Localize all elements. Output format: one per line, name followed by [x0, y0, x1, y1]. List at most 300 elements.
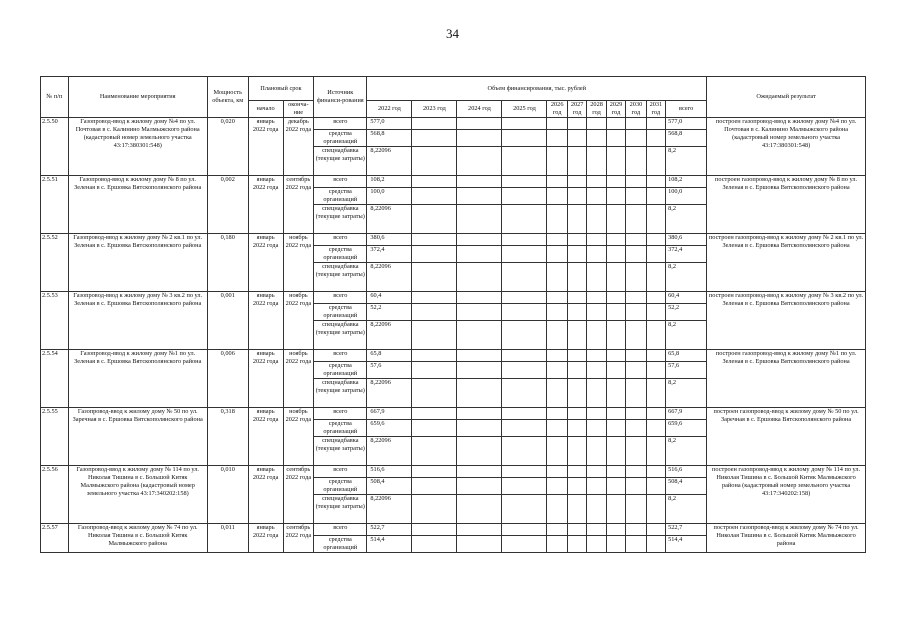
- source-label: спецнадбавка (текущие затраты): [314, 147, 367, 176]
- amount-empty: [547, 263, 567, 292]
- amount-2022: 380,6: [367, 234, 412, 246]
- amount-empty: [567, 118, 586, 130]
- amount-empty: [646, 478, 665, 495]
- row-number: 2.5.54: [41, 350, 69, 408]
- amount-empty: [502, 130, 547, 147]
- amount-empty: [412, 478, 457, 495]
- amount-2022: 8,22096: [367, 321, 412, 350]
- amount-empty: [457, 420, 502, 437]
- source-label: спецнадбавка (текущие затраты): [314, 437, 367, 466]
- amount-empty: [457, 176, 502, 188]
- amount-empty: [646, 466, 665, 478]
- amount-total: 659,6: [666, 420, 707, 437]
- amount-empty: [646, 420, 665, 437]
- amount-empty: [606, 292, 625, 304]
- amount-empty: [587, 205, 606, 234]
- row-capacity: 0,010: [207, 466, 248, 524]
- source-label: спецнадбавка (текущие затраты): [314, 379, 367, 408]
- amount-2022: 8,22096: [367, 263, 412, 292]
- amount-empty: [412, 321, 457, 350]
- source-label: всего: [314, 118, 367, 130]
- source-label: средства организаций: [314, 188, 367, 205]
- amount-empty: [457, 188, 502, 205]
- header-term: Плановый срок: [248, 77, 313, 101]
- amount-empty: [412, 263, 457, 292]
- source-label: всего: [314, 292, 367, 304]
- amount-empty: [626, 246, 646, 263]
- amount-empty: [502, 350, 547, 362]
- source-label: всего: [314, 408, 367, 420]
- amount-empty: [457, 118, 502, 130]
- amount-empty: [547, 304, 567, 321]
- amount-empty: [412, 408, 457, 420]
- row-number: 2.5.50: [41, 118, 69, 176]
- amount-empty: [626, 437, 646, 466]
- source-label: средства организаций: [314, 362, 367, 379]
- amount-empty: [626, 408, 646, 420]
- amount-empty: [606, 304, 625, 321]
- amount-empty: [646, 408, 665, 420]
- amount-empty: [587, 304, 606, 321]
- amount-empty: [502, 188, 547, 205]
- row-capacity: 0,006: [207, 350, 248, 408]
- amount-total: 516,6: [666, 466, 707, 478]
- amount-empty: [547, 350, 567, 362]
- row-capacity: 0,001: [207, 292, 248, 350]
- amount-2022: 65,8: [367, 350, 412, 362]
- header-no: № п/п: [41, 77, 69, 118]
- amount-total: 8,2: [666, 147, 707, 176]
- row-result: построен газопровод-ввод к жилому дому № 8 по ул. Зеленая в с. Ершовка Вятскополянского района: [707, 176, 866, 234]
- amount-empty: [626, 263, 646, 292]
- amount-empty: [412, 147, 457, 176]
- row-end: ноябрь 2022 года: [283, 234, 314, 292]
- source-label: всего: [314, 234, 367, 246]
- amount-empty: [606, 478, 625, 495]
- amount-empty: [547, 130, 567, 147]
- amount-empty: [606, 420, 625, 437]
- header-result: Ожидаемый результат: [707, 77, 866, 118]
- amount-empty: [412, 420, 457, 437]
- amount-empty: [606, 536, 625, 553]
- amount-empty: [457, 292, 502, 304]
- amount-empty: [502, 536, 547, 553]
- amount-empty: [626, 321, 646, 350]
- header-year: 2023 год: [412, 101, 457, 118]
- row-result: построен газопровод-ввод к жилому дому №1 по ул. Зеленая в с. Ершовка Вятскополянского района: [707, 350, 866, 408]
- amount-total: 8,2: [666, 379, 707, 408]
- amount-empty: [646, 536, 665, 553]
- header-term-start: начало: [248, 101, 283, 118]
- amount-2022: 108,2: [367, 176, 412, 188]
- amount-2022: 100,0: [367, 188, 412, 205]
- amount-empty: [587, 263, 606, 292]
- amount-empty: [587, 147, 606, 176]
- source-label: всего: [314, 524, 367, 536]
- amount-empty: [502, 437, 547, 466]
- amount-empty: [606, 379, 625, 408]
- amount-total: 8,2: [666, 321, 707, 350]
- amount-empty: [587, 362, 606, 379]
- amount-empty: [547, 420, 567, 437]
- row-result: построен газопровод-ввод к жилому дому № 50 по ул. Заречная в с. Ершовка Вятскополянского района: [707, 408, 866, 466]
- row-result: построен газопровод-ввод к жилому дому №4 по ул. Почтовая в с. Калинино Малмыжского района (кадастровый номер земельного участка 43:17:380301:548): [707, 118, 866, 176]
- amount-empty: [626, 118, 646, 130]
- amount-empty: [457, 147, 502, 176]
- amount-empty: [567, 478, 586, 495]
- amount-empty: [567, 234, 586, 246]
- row-start: январь 2022 года: [248, 524, 283, 553]
- amount-empty: [567, 263, 586, 292]
- amount-empty: [567, 350, 586, 362]
- amount-2022: 57,6: [367, 362, 412, 379]
- amount-empty: [646, 495, 665, 524]
- header-year: 2022 год: [367, 101, 412, 118]
- header-year: 2027 год: [567, 101, 586, 118]
- amount-empty: [412, 118, 457, 130]
- row-number: 2.5.51: [41, 176, 69, 234]
- amount-empty: [502, 292, 547, 304]
- header-year: 2026 год: [547, 101, 567, 118]
- amount-2022: 8,22096: [367, 495, 412, 524]
- amount-empty: [547, 536, 567, 553]
- table-row: [41, 176, 866, 188]
- header-term-end: оконча-ние: [283, 101, 314, 118]
- amount-empty: [412, 362, 457, 379]
- row-capacity: 0,318: [207, 408, 248, 466]
- row-name: Газопровод-ввод к жилому дому № 8 по ул. Зеленая в с. Ершовка Вятскополянского района: [68, 176, 207, 234]
- amount-empty: [646, 147, 665, 176]
- amount-empty: [587, 420, 606, 437]
- table-row: [41, 234, 866, 246]
- amount-empty: [646, 292, 665, 304]
- amount-empty: [626, 495, 646, 524]
- amount-empty: [547, 437, 567, 466]
- amount-empty: [502, 304, 547, 321]
- amount-empty: [547, 379, 567, 408]
- amount-empty: [457, 437, 502, 466]
- row-name: Газопровод-ввод к жилому дому № 114 по ул. Николая Тишина в с. Большой Китяк Малмыжского района (кадастровый номер земельного участка 43:17:340202:158): [68, 466, 207, 524]
- amount-empty: [626, 466, 646, 478]
- amount-total: 508,4: [666, 478, 707, 495]
- amount-empty: [606, 130, 625, 147]
- amount-empty: [412, 379, 457, 408]
- amount-empty: [457, 478, 502, 495]
- row-number: 2.5.55: [41, 408, 69, 466]
- amount-empty: [567, 292, 586, 304]
- amount-total: 8,2: [666, 205, 707, 234]
- source-label: спецнадбавка (текущие затраты): [314, 205, 367, 234]
- source-label: всего: [314, 466, 367, 478]
- amount-2022: 514,4: [367, 536, 412, 553]
- row-name: Газопровод-ввод к жилому дому №4 по ул. Почтовая в с. Калинино Малмыжского района (кадастровый номер земельного участка 43:17:380301:548): [68, 118, 207, 176]
- amount-empty: [587, 130, 606, 147]
- source-label: спецнадбавка (текущие затраты): [314, 321, 367, 350]
- header-year: 2025 год: [502, 101, 547, 118]
- amount-empty: [606, 246, 625, 263]
- row-number: 2.5.53: [41, 292, 69, 350]
- amount-empty: [412, 350, 457, 362]
- amount-empty: [587, 246, 606, 263]
- amount-empty: [606, 350, 625, 362]
- amount-empty: [646, 130, 665, 147]
- amount-empty: [502, 234, 547, 246]
- amount-empty: [587, 524, 606, 536]
- amount-empty: [567, 408, 586, 420]
- amount-empty: [412, 536, 457, 553]
- amount-empty: [567, 362, 586, 379]
- amount-empty: [412, 524, 457, 536]
- row-result: построен газопровод-ввод к жилому дому № 2 кв.1 по ул. Зеленая в с. Ершовка Вятскополянского района: [707, 234, 866, 292]
- row-capacity: 0,011: [207, 524, 248, 553]
- amount-empty: [646, 437, 665, 466]
- row-name: Газопровод-ввод к жилому дому № 74 по ул. Николая Тишина в с. Большой Китяк Малмыжского района: [68, 524, 207, 553]
- row-capacity: 0,180: [207, 234, 248, 292]
- amount-total: 60,4: [666, 292, 707, 304]
- amount-2022: 8,22096: [367, 147, 412, 176]
- amount-empty: [587, 536, 606, 553]
- amount-empty: [412, 188, 457, 205]
- amount-empty: [502, 246, 547, 263]
- amount-empty: [567, 437, 586, 466]
- amount-empty: [547, 246, 567, 263]
- row-end: сентябрь 2022 года: [283, 176, 314, 234]
- amount-2022: 577,0: [367, 118, 412, 130]
- amount-empty: [457, 130, 502, 147]
- row-end: ноябрь 2022 года: [283, 350, 314, 408]
- amount-empty: [606, 263, 625, 292]
- page-number: 34: [446, 26, 459, 41]
- amount-empty: [646, 379, 665, 408]
- amount-empty: [587, 118, 606, 130]
- amount-total: 57,6: [666, 362, 707, 379]
- amount-empty: [587, 379, 606, 408]
- amount-empty: [502, 321, 547, 350]
- amount-empty: [626, 420, 646, 437]
- amount-empty: [567, 321, 586, 350]
- amount-empty: [457, 524, 502, 536]
- amount-empty: [606, 466, 625, 478]
- amount-total: 372,4: [666, 246, 707, 263]
- amount-total: 568,8: [666, 130, 707, 147]
- amount-empty: [626, 234, 646, 246]
- row-end: ноябрь 2022 года: [283, 292, 314, 350]
- amount-2022: 8,22096: [367, 205, 412, 234]
- amount-empty: [547, 176, 567, 188]
- amount-empty: [457, 536, 502, 553]
- amount-empty: [547, 466, 567, 478]
- amount-empty: [412, 205, 457, 234]
- amount-empty: [626, 130, 646, 147]
- amount-empty: [547, 362, 567, 379]
- amount-empty: [547, 408, 567, 420]
- amount-total: 108,2: [666, 176, 707, 188]
- amount-empty: [502, 495, 547, 524]
- table-row: [41, 292, 866, 304]
- amount-empty: [606, 321, 625, 350]
- amount-empty: [412, 304, 457, 321]
- table-row: [41, 350, 866, 362]
- amount-empty: [606, 118, 625, 130]
- amount-empty: [646, 321, 665, 350]
- amount-empty: [626, 379, 646, 408]
- amount-empty: [606, 188, 625, 205]
- amount-empty: [587, 234, 606, 246]
- amount-empty: [502, 205, 547, 234]
- amount-empty: [567, 495, 586, 524]
- amount-empty: [567, 466, 586, 478]
- amount-empty: [646, 304, 665, 321]
- amount-empty: [547, 188, 567, 205]
- amount-empty: [412, 495, 457, 524]
- amount-empty: [626, 350, 646, 362]
- header-volume: Объем финансирования, тыс. рублей: [367, 77, 707, 101]
- header-total: всего: [666, 101, 707, 118]
- amount-empty: [547, 495, 567, 524]
- amount-empty: [626, 205, 646, 234]
- amount-empty: [626, 176, 646, 188]
- table-row: [41, 524, 866, 536]
- table-row: [41, 408, 866, 420]
- source-label: всего: [314, 176, 367, 188]
- amount-empty: [412, 466, 457, 478]
- row-end: декабрь 2022 года: [283, 118, 314, 176]
- amount-empty: [457, 263, 502, 292]
- amount-empty: [547, 292, 567, 304]
- source-label: всего: [314, 350, 367, 362]
- amount-empty: [646, 350, 665, 362]
- amount-total: 100,0: [666, 188, 707, 205]
- amount-empty: [547, 118, 567, 130]
- amount-empty: [646, 246, 665, 263]
- amount-empty: [502, 362, 547, 379]
- amount-empty: [626, 147, 646, 176]
- row-number: 2.5.57: [41, 524, 69, 553]
- source-label: средства организаций: [314, 420, 367, 437]
- amount-empty: [587, 176, 606, 188]
- row-name: Газопровод-ввод к жилому дому № 2 кв.1 по ул. Зеленая в с. Ершовка Вятскополянского района: [68, 234, 207, 292]
- amount-empty: [502, 420, 547, 437]
- row-number: 2.5.56: [41, 466, 69, 524]
- amount-empty: [606, 362, 625, 379]
- amount-2022: 52,2: [367, 304, 412, 321]
- source-label: средства организаций: [314, 304, 367, 321]
- amount-total: 522,7: [666, 524, 707, 536]
- amount-empty: [457, 205, 502, 234]
- amount-empty: [502, 118, 547, 130]
- amount-empty: [587, 437, 606, 466]
- row-name: Газопровод-ввод к жилому дому № 50 по ул. Заречная в с. Ершовка Вятскополянского района: [68, 408, 207, 466]
- amount-total: 8,2: [666, 263, 707, 292]
- amount-empty: [567, 420, 586, 437]
- amount-empty: [502, 466, 547, 478]
- amount-empty: [606, 495, 625, 524]
- amount-empty: [502, 478, 547, 495]
- amount-2022: 516,6: [367, 466, 412, 478]
- header-year: 2028 год: [587, 101, 606, 118]
- amount-empty: [587, 350, 606, 362]
- amount-empty: [646, 263, 665, 292]
- amount-empty: [412, 292, 457, 304]
- amount-empty: [502, 176, 547, 188]
- amount-empty: [606, 147, 625, 176]
- amount-empty: [412, 130, 457, 147]
- table-body: [41, 118, 866, 553]
- amount-empty: [457, 321, 502, 350]
- financing-table: [40, 76, 866, 553]
- amount-empty: [567, 130, 586, 147]
- amount-2022: 659,6: [367, 420, 412, 437]
- amount-empty: [502, 408, 547, 420]
- amount-empty: [626, 304, 646, 321]
- amount-empty: [646, 176, 665, 188]
- source-label: спецнадбавка (текущие затраты): [314, 495, 367, 524]
- amount-empty: [547, 321, 567, 350]
- source-label: средства организаций: [314, 130, 367, 147]
- amount-empty: [606, 176, 625, 188]
- row-name: Газопровод-ввод к жилому дому №1 по ул. Зеленая в с. Ершовка Вятскополянского района: [68, 350, 207, 408]
- amount-empty: [457, 379, 502, 408]
- amount-empty: [626, 188, 646, 205]
- header-capacity: Мощность объекта, км: [207, 77, 248, 118]
- amount-empty: [646, 188, 665, 205]
- amount-empty: [587, 466, 606, 478]
- amount-empty: [567, 176, 586, 188]
- header-year: 2029 год: [606, 101, 625, 118]
- amount-empty: [567, 524, 586, 536]
- amount-empty: [457, 408, 502, 420]
- source-label: средства организаций: [314, 246, 367, 263]
- amount-empty: [626, 478, 646, 495]
- amount-2022: 372,4: [367, 246, 412, 263]
- amount-empty: [587, 478, 606, 495]
- amount-total: 65,8: [666, 350, 707, 362]
- amount-2022: 508,4: [367, 478, 412, 495]
- amount-empty: [587, 495, 606, 524]
- header-name: Наименование мероприятия: [68, 77, 207, 118]
- amount-2022: 8,22096: [367, 379, 412, 408]
- amount-total: 8,2: [666, 495, 707, 524]
- amount-empty: [457, 362, 502, 379]
- amount-empty: [547, 478, 567, 495]
- amount-empty: [567, 147, 586, 176]
- amount-empty: [502, 524, 547, 536]
- row-number: 2.5.52: [41, 234, 69, 292]
- amount-total: 577,0: [666, 118, 707, 130]
- row-capacity: 0,002: [207, 176, 248, 234]
- amount-empty: [626, 362, 646, 379]
- header-year: 2031 год: [646, 101, 665, 118]
- amount-empty: [567, 379, 586, 408]
- row-start: январь 2022 года: [248, 350, 283, 408]
- row-result: построен газопровод-ввод к жилому дому № 74 по ул. Николая Тишина в с. Большой Китяк Малмыжского района: [707, 524, 866, 553]
- amount-empty: [587, 408, 606, 420]
- row-result: построен газопровод-ввод к жилому дому № 3 кв.2 по ул. Зеленая в с. Ершовка Вятскополянского района: [707, 292, 866, 350]
- row-start: январь 2022 года: [248, 292, 283, 350]
- source-label: спецнадбавка (текущие затраты): [314, 263, 367, 292]
- row-end: ноябрь 2022 года: [283, 408, 314, 466]
- amount-empty: [567, 246, 586, 263]
- amount-empty: [457, 350, 502, 362]
- amount-empty: [412, 437, 457, 466]
- row-name: Газопровод-ввод к жилому дому № 3 кв.2 по ул. Зеленая в с. Ершовка Вятскополянского района: [68, 292, 207, 350]
- row-end: сентябрь 2022 года: [283, 524, 314, 553]
- amount-empty: [587, 321, 606, 350]
- amount-2022: 522,7: [367, 524, 412, 536]
- amount-2022: 8,22096: [367, 437, 412, 466]
- amount-empty: [646, 362, 665, 379]
- amount-empty: [457, 234, 502, 246]
